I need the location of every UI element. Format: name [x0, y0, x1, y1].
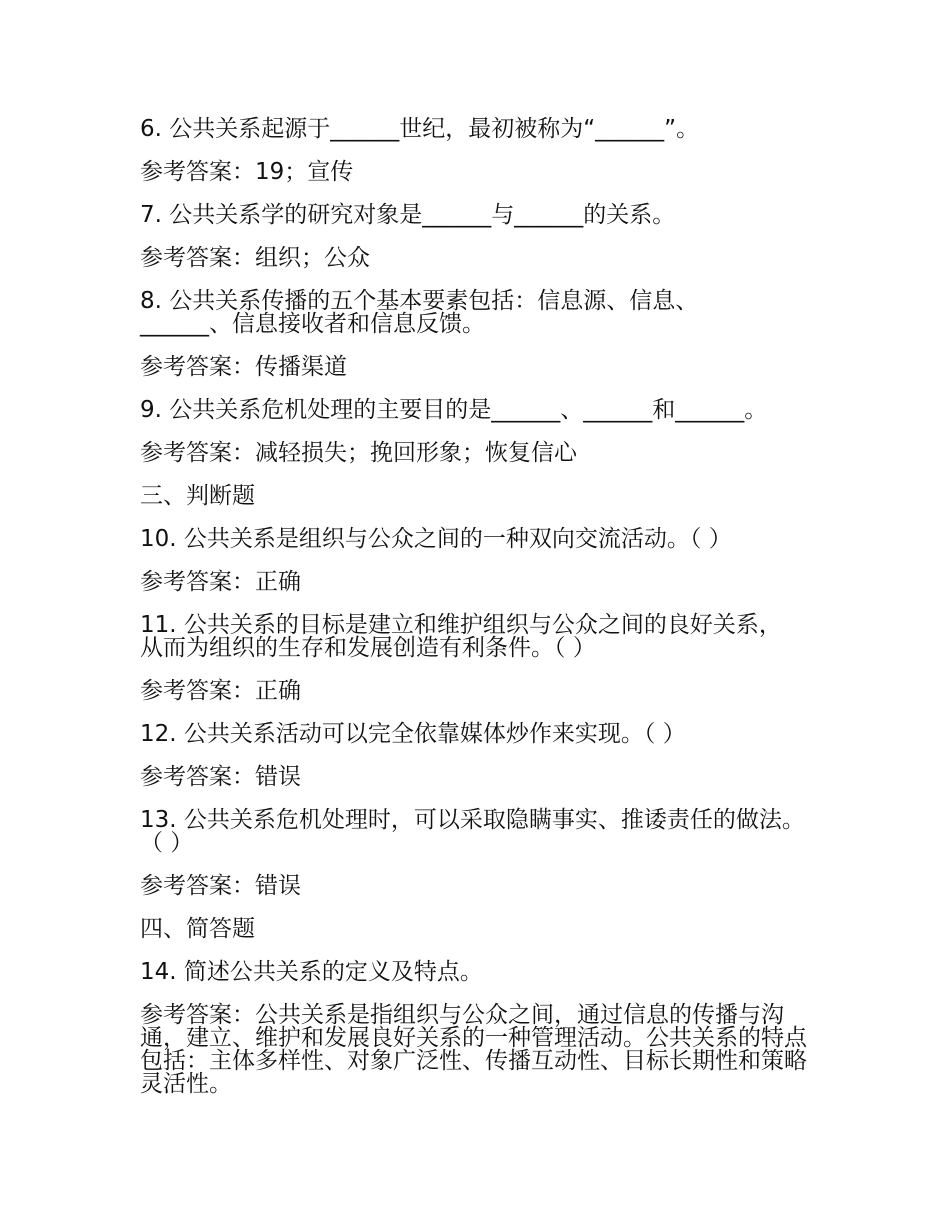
answer-9: 参考答案：减轻损失；挽回形象；恢复信心 [140, 440, 577, 466]
answer-11: 参考答案：正确 [140, 678, 301, 704]
question-14: 14. 简述公共关系的定义及特点。 [140, 959, 483, 985]
section-heading-judgment: 三、判断题 [140, 483, 255, 509]
question-13: 13. 公共关系危机处理时，可以采取隐瞒事实、推诿责任的做法。（ ） [140, 807, 805, 856]
document-page [140, 118, 820, 1096]
answer-10: 参考答案：正确 [140, 569, 301, 595]
answer-6: 参考答案：19；宣传 [140, 159, 354, 185]
answer-8: 参考答案：传播渠道 [140, 354, 347, 380]
question-7: 7. 公共关系学的研究对象是______与______的关系。 [140, 202, 676, 228]
answer-13: 参考答案：错误 [140, 873, 301, 899]
answer-12: 参考答案：错误 [140, 764, 301, 790]
question-6: 6. 公共关系起源于______世纪，最初被称为“______”。 [140, 116, 700, 142]
answer-14: 参考答案：公共关系是指组织与公众之间，通过信息的传播与沟通，建立、维护和发展良好关系的一种管理活动。公共关系的特点包括：主体多样性、对象广泛性、传播互动性、目标长期性和策略灵活性。 [140, 1002, 807, 1097]
question-8: 8. 公共关系传播的五个基本要素包括：信息源、信息、______、信息接收者和信息反馈。 [140, 288, 699, 337]
question-11: 11. 公共关系的目标是建立和维护组织与公众之间的良好关系，从而为组织的生存和发展创造有利条件。（ ） [140, 612, 782, 661]
question-12: 12. 公共关系活动可以完全依靠媒体炒作来实现。（ ） [140, 721, 686, 747]
section-heading-short-answer: 四、简答题 [140, 916, 255, 942]
question-10: 10. 公共关系是组织与公众之间的一种双向交流活动。（ ） [140, 526, 732, 552]
question-9: 9. 公共关系危机处理的主要目的是______、______和______。 [140, 397, 768, 423]
answer-7: 参考答案：组织；公众 [140, 245, 370, 271]
